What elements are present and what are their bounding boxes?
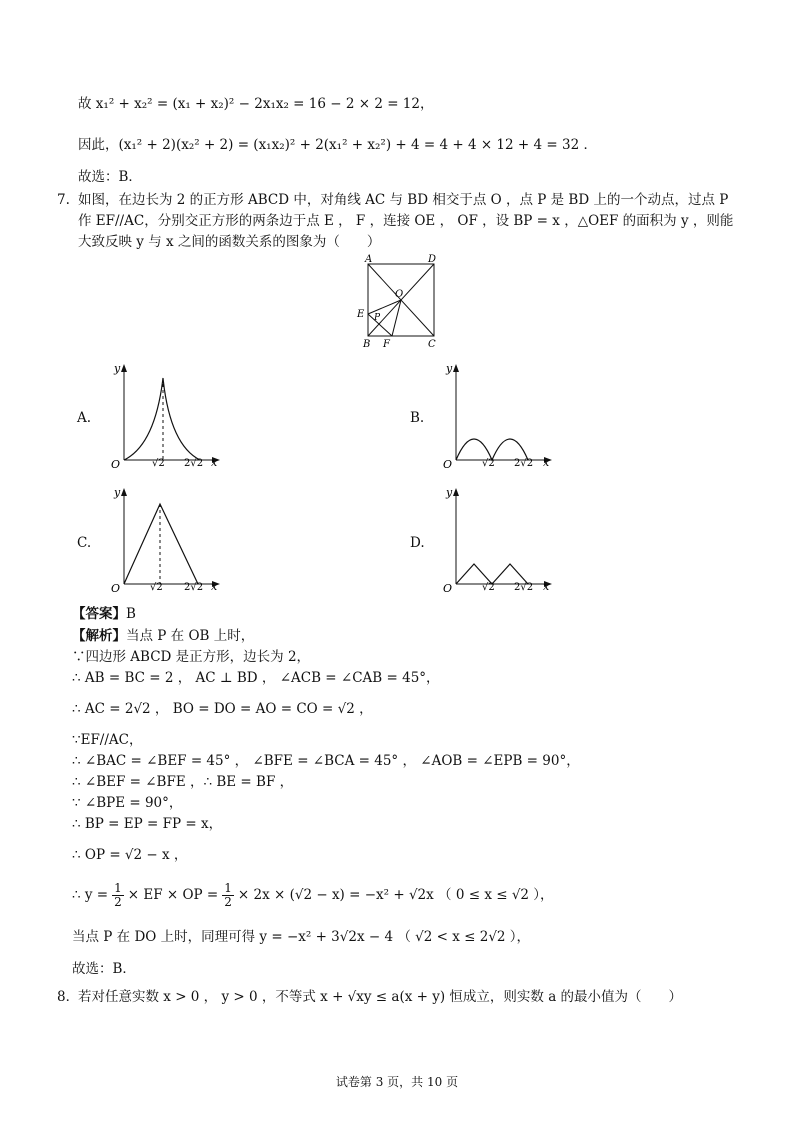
solution-step-10	[72, 880, 554, 910]
solution-step-3: ∴ AC = 2√2 ， BO = DO = AO = CO = √2 ，	[72, 701, 373, 717]
label-C: C	[428, 339, 436, 350]
q7-line-1: 如图，在边长为 2 的正方形 ABCD 中，对角线 AC 与 BD 相交于点 O ，点 P 是 BD 上的一个动点，过点 P	[78, 192, 729, 208]
label-F: F	[383, 339, 390, 350]
d-y-label: y	[446, 486, 453, 499]
analysis-tag: 【解析】	[72, 628, 126, 644]
q7-number: 7.	[57, 192, 70, 208]
option-a-label[interactable]: A.	[77, 410, 92, 426]
solution-step-5: ∴ ∠BAC = ∠BEF = 45° ， ∠BFE = ∠BCA = 45° ， ∠AOB = ∠EPB = 90°，	[72, 753, 580, 769]
solution-step-9: ∴ OP = √2 − x ，	[72, 847, 188, 863]
a-origin: O	[111, 458, 121, 471]
a-y-label: y	[114, 362, 121, 375]
c-x-label: x	[211, 580, 218, 593]
solution-step-11: 当点 P 在 DO 上时，同理可得 y = −x² + 3√2x − 4 （ √2 < x ≤ 2√2 ），	[72, 929, 531, 945]
solution-step-4: ∵EF//AC，	[72, 732, 143, 748]
label-D: D	[428, 254, 437, 265]
page-footer: 试卷第 3 页，共 10 页	[335, 1075, 459, 1089]
label-O: O	[395, 289, 404, 300]
fraction-1-den: 2	[114, 894, 122, 909]
option-c-graph[interactable]	[100, 484, 240, 596]
c-origin: O	[111, 582, 121, 595]
answer-tag: 【答案】	[72, 606, 126, 622]
solution-step-1: ∵四边形 ABCD 是正方形，边长为 2，	[72, 649, 311, 665]
solution-step-2: ∴ AB = BC = 2 ， AC ⊥ BD ， ∠ACB = ∠CAB = 45°，	[72, 670, 440, 686]
square-figure	[352, 252, 452, 352]
b-tick-1: √2	[482, 458, 495, 469]
option-d-graph[interactable]	[432, 484, 572, 596]
d-origin: O	[443, 582, 453, 595]
option-d-label[interactable]: D.	[410, 535, 425, 551]
prev-line-1: 故 x₁² + x₂² = (x₁ + x₂)² − 2x₁x₂ = 16 − 2 × 2 = 12，	[78, 96, 434, 112]
step10-rhs: × 2x × (√2 − x) = −x² + √2x （ 0 ≤ x ≤ √2 ），	[237, 887, 554, 903]
fraction-2	[222, 882, 234, 909]
c-y-label: y	[114, 486, 121, 499]
option-a-graph[interactable]	[100, 360, 240, 472]
answer-line	[72, 605, 136, 623]
q7-line-3: 大致反映 y 与 x 之间的函数关系的图象为（ ）	[78, 234, 381, 250]
q8-number: 8．	[57, 989, 80, 1005]
a-x-label: x	[211, 456, 218, 469]
answer-value: B	[126, 606, 136, 622]
step10-mid: × EF × OP =	[127, 887, 219, 903]
solution-step-7: ∵ ∠BPE = 90°，	[72, 795, 183, 811]
c-tick-1: √2	[150, 582, 163, 593]
solution-conclusion: 故选：B．	[72, 961, 136, 977]
prev-line-2: 因此，(x₁² + 2)(x₂² + 2) = (x₁x₂)² + 2(x₁² + x₂²) + 4 = 4 + 4 × 12 + 4 = 32 ．	[78, 137, 597, 153]
solution-step-8: ∴ BP = EP = FP = x，	[72, 816, 223, 832]
label-E: E	[357, 309, 365, 320]
solution-step-6: ∴ ∠BEF = ∠BFE ，∴ BE = BF ，	[72, 774, 294, 790]
label-P: P	[374, 313, 381, 323]
d-tick-2: 2√2	[514, 582, 534, 593]
q8-text: 若对任意实数 x > 0 ， y > 0 ，不等式 x + √xy ≤ a(x + y) 恒成立，则实数 a 的最小值为（ ）	[78, 989, 683, 1005]
a-tick-1: √2	[152, 458, 165, 469]
prev-answer: 故选：B．	[78, 169, 142, 185]
d-tick-1: √2	[482, 582, 495, 593]
option-c-label[interactable]: C.	[77, 535, 92, 551]
fraction-1-num: 1	[114, 880, 122, 895]
option-b-graph[interactable]	[432, 360, 572, 472]
q7-line-2: 作 EF//AC，分别交正方形的两条边于点 E ， F ，连接 OE ， OF ，设 BP = x ，△OEF 的面积为 y ，则能	[78, 213, 734, 229]
b-x-label: x	[543, 456, 550, 469]
label-A: A	[365, 254, 373, 265]
c-tick-2: 2√2	[184, 582, 204, 593]
label-B: B	[363, 339, 371, 350]
analysis-line	[72, 627, 254, 645]
fraction-1	[112, 882, 124, 909]
fraction-2-den: 2	[224, 894, 232, 909]
option-b-label[interactable]: B.	[410, 410, 425, 426]
b-y-label: y	[446, 362, 453, 375]
b-origin: O	[443, 458, 453, 471]
b-tick-2: 2√2	[514, 458, 534, 469]
analysis-text: 当点 P 在 OB 上时，	[126, 628, 255, 644]
d-x-label: x	[543, 580, 550, 593]
a-tick-2: 2√2	[184, 458, 204, 469]
step10-lhs: ∴ y =	[72, 887, 109, 903]
fraction-2-num: 1	[224, 880, 232, 895]
